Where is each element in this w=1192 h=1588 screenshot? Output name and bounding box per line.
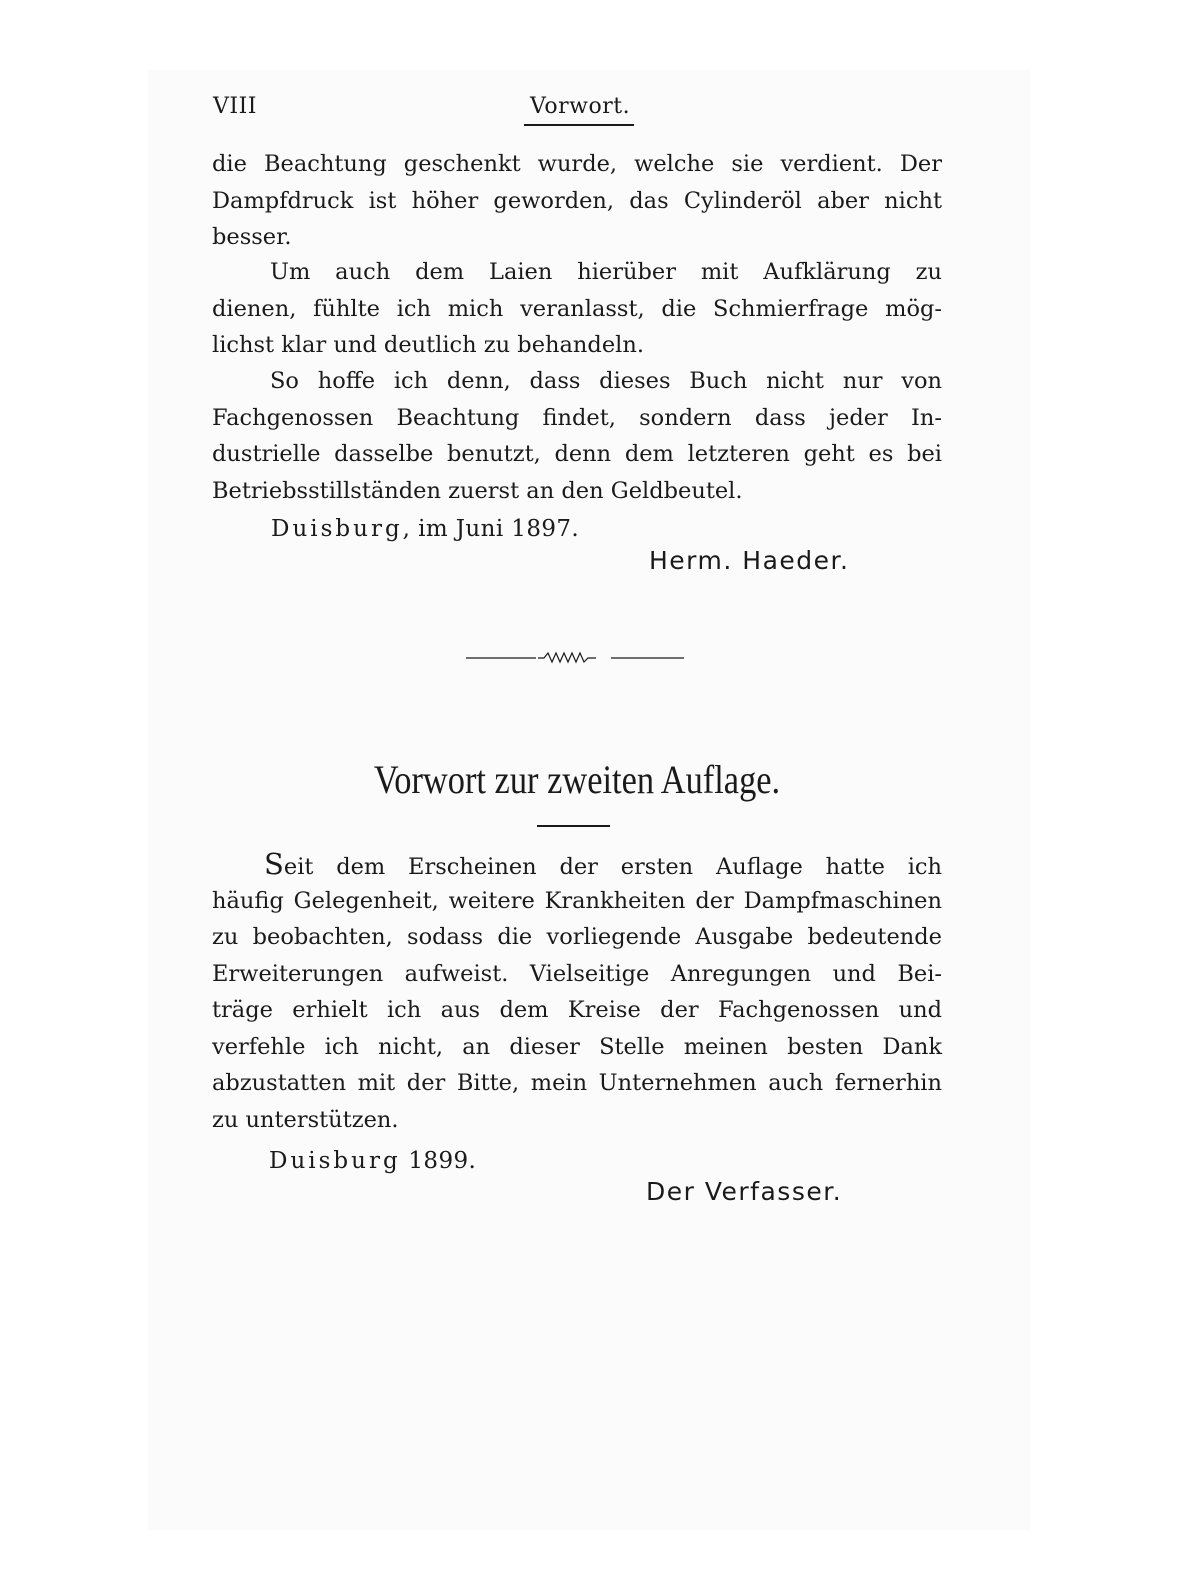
text-line: Fachgenossen Beachtung findet, sondern dass jeder In- — [212, 404, 942, 431]
running-title-underline — [524, 124, 634, 126]
text-line: zu beobachten, sodass die vorliegende Ausgabe bedeutende — [212, 924, 942, 950]
text-line: zu unterstützen. — [212, 1106, 399, 1133]
place-date-1 — [271, 516, 579, 542]
date: , im Juni 1897. — [402, 516, 580, 542]
text-line: abzustatten mit der Bitte, mein Unternehmen auch fernerhin — [212, 1070, 942, 1096]
page-number: VIII — [213, 94, 257, 119]
signature-2: Der Verfasser. — [646, 1177, 843, 1206]
text-line: träge erhielt ich aus dem Kreise der Fachgenossen und — [212, 997, 942, 1023]
text-line: lichst klar und deutlich zu behandeln. — [212, 332, 644, 358]
text-line: verfehle ich nicht, an dieser Stelle meinen besten Dank — [212, 1033, 942, 1060]
date: 1899. — [400, 1148, 477, 1174]
text-line: besser. — [212, 224, 292, 250]
text-line: die Beachtung geschenkt wurde, welche sie verdient. Der — [212, 151, 942, 177]
heading-rule — [537, 825, 610, 827]
text-line: Dampfdruck ist höher geworden, das Cylinderöl aber nicht — [212, 187, 942, 214]
text-line: Um auch dem Laien hierüber mit Aufklärung zu — [270, 259, 942, 285]
initial-letter: S — [264, 847, 284, 881]
paragraph-3 — [212, 363, 942, 509]
place-date-2 — [269, 1148, 476, 1174]
place: Duisburg — [269, 1148, 401, 1174]
ornament-divider — [466, 648, 684, 668]
section-heading: Vorwort zur zweiten Auflage. — [373, 757, 781, 802]
signature-1: Herm. Haeder. — [649, 546, 850, 575]
running-title: Vorwort. — [530, 94, 631, 119]
text-line: dienen, fühlte ich mich veranlasst, die Schmierfrage mög- — [212, 295, 942, 322]
paragraph-2 — [212, 254, 942, 364]
text-line-rest: eit dem Erscheinen der ersten Auflage hatte ich — [283, 854, 942, 880]
text-line-first — [212, 846, 942, 883]
place: Duisburg — [271, 516, 403, 542]
paragraph-1 — [212, 146, 942, 256]
paragraph-4 — [212, 846, 942, 1138]
text-line: häufig Gelegenheit, weitere Krankheiten der Dampfmaschinen — [212, 887, 942, 914]
text-line: Erweiterungen aufweist. Vielseitige Anregungen und Bei- — [212, 960, 942, 987]
text-line: So hoffe ich denn, dass dieses Buch nicht nur von — [270, 368, 942, 394]
text-line: dustrielle dasselbe benutzt, denn dem letzteren geht es bei — [212, 441, 942, 467]
text-line: Betriebsstillständen zuerst an den Geldbeutel. — [212, 477, 743, 504]
